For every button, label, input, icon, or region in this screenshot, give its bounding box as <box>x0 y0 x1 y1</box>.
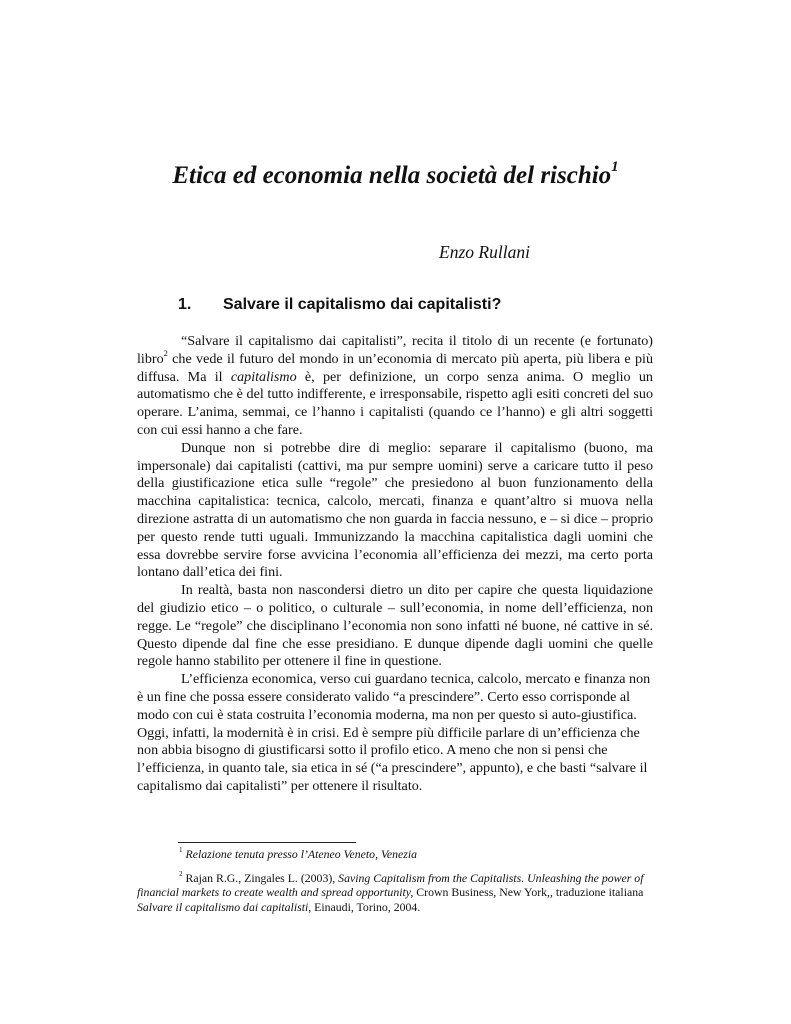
paragraph-1-text-a: “Salvare il capitalismo dai capitalisti”, recita il titolo di un recente (e fortunato) libro <box>137 333 653 367</box>
section-title: Salvare il capitalismo dai capitalisti? <box>223 296 502 313</box>
paragraph-1-text-c: è, per definizione, un corpo senza anima. O meglio un automatismo che è del tutto indifferente, e irresponsabile, rispetto agli esiti concreti del suo operare. L’anima, semmai, ce l’hanno i capitalisti (quando ce l’hanno) e gli altri soggetti con cui essi hanno a che fare. <box>137 368 653 438</box>
section-heading <box>178 296 501 314</box>
footnote-1-text: Relazione tenuta presso l’Ateneo Veneto, Venezia <box>185 847 418 861</box>
paragraph-1-italic: capitalismo <box>230 368 297 385</box>
document-title <box>0 160 791 192</box>
footnote-2-text-b: Crown Business, New York,, traduzione italiana <box>413 885 644 899</box>
footnote-separator <box>178 842 356 843</box>
footnote-1-mark: 1 <box>179 846 183 855</box>
paragraph-4: L’efficienza economica, verso cui guardano tecnica, calcolo, mercato e finanza non è un fine che possa essere considerato valido “a prescindere”. Certo esso corrisponde al modo con cui è stata costruita l’economia moderna, ma non per questo si auto-giustifica. Oggi, infatti, la modernità è in crisi. Ed è sempre più difficile parlare di un’efficienza che non abbia bisogno di giustificarsi sotto il profilo etico. A meno che non si pensi che l’efficienza, in quanto tale, sia etica in sé (“a prescindere”, appunto), e che basti “salvare il capitalismo dai capitalisti” per ottenere il risultato. <box>137 671 651 794</box>
footnote-2-text-a: Rajan R.G., Zingales L. (2003), <box>182 870 339 885</box>
author-name: Enzo Rullani <box>439 242 530 262</box>
paragraph-3: In realtà, basta non nascondersi dietro un dito per capire che questa liquidazione del giudizio etico – o politico, o culturale – sull’economia, in nome dell’efficienza, non regge. Le “regole” che disciplinano l’economia non sono infatti né buone, né cattive in sé. Questo dipende dal fine che esse presidiano. E dunque dipende dagli uomini che quelle regole hanno stabilito per ottenere il fine in questione. <box>137 582 653 670</box>
paragraph-2: Dunque non si potrebbe dire di meglio: separare il capitalismo (buono, ma impersonale) dai capitalisti (cattivi, ma pur sempre uomini) serve a caricare tutto il peso della giustificazione etica sulle “regole” che presiedono al buon funzionamento della macchina capitalistica: tecnica, calcolo, mercati, finanza e quant’altro si muova nella direzione astratta di un automatismo che non guarda in faccia nessuno, e – si dice – proprio per questo rende tutti uguali. Immunizzando la macchina capitalistica dagli uomini che essa dovrebbe servire forse avvicina l’economia all’efficienza dei mezzi, ma certo porta lontano dall’etica dei fini. <box>137 439 653 581</box>
footnotes <box>137 847 653 923</box>
paragraph-1-text-b: che vede il futuro del mondo in un’economia di mercato più aperta, più libera e più diffusa. Ma il <box>137 350 653 385</box>
footnote-1 <box>137 847 653 862</box>
footnote-2-text-c: , Einaudi, Torino, 2004. <box>308 899 421 914</box>
footnote-2-mark: 2 <box>179 869 183 878</box>
title-footnote-mark: 1 <box>611 159 619 176</box>
footnote-2 <box>137 871 653 915</box>
footnote-ref-2: 2 <box>163 347 168 358</box>
paragraph-1 <box>137 333 653 440</box>
footnote-2-italic-2: Salvare il capitalismo dai capitalisti <box>137 899 309 914</box>
footnote-2-italic-1: Saving Capitalism from the Capitalists. Unleashing the power of financial markets to create wealth and spread opportunity, <box>137 870 644 899</box>
section-number: 1. <box>178 296 192 313</box>
body-text <box>137 333 653 796</box>
title-text: Etica ed economia nella società del rischio <box>172 162 612 189</box>
